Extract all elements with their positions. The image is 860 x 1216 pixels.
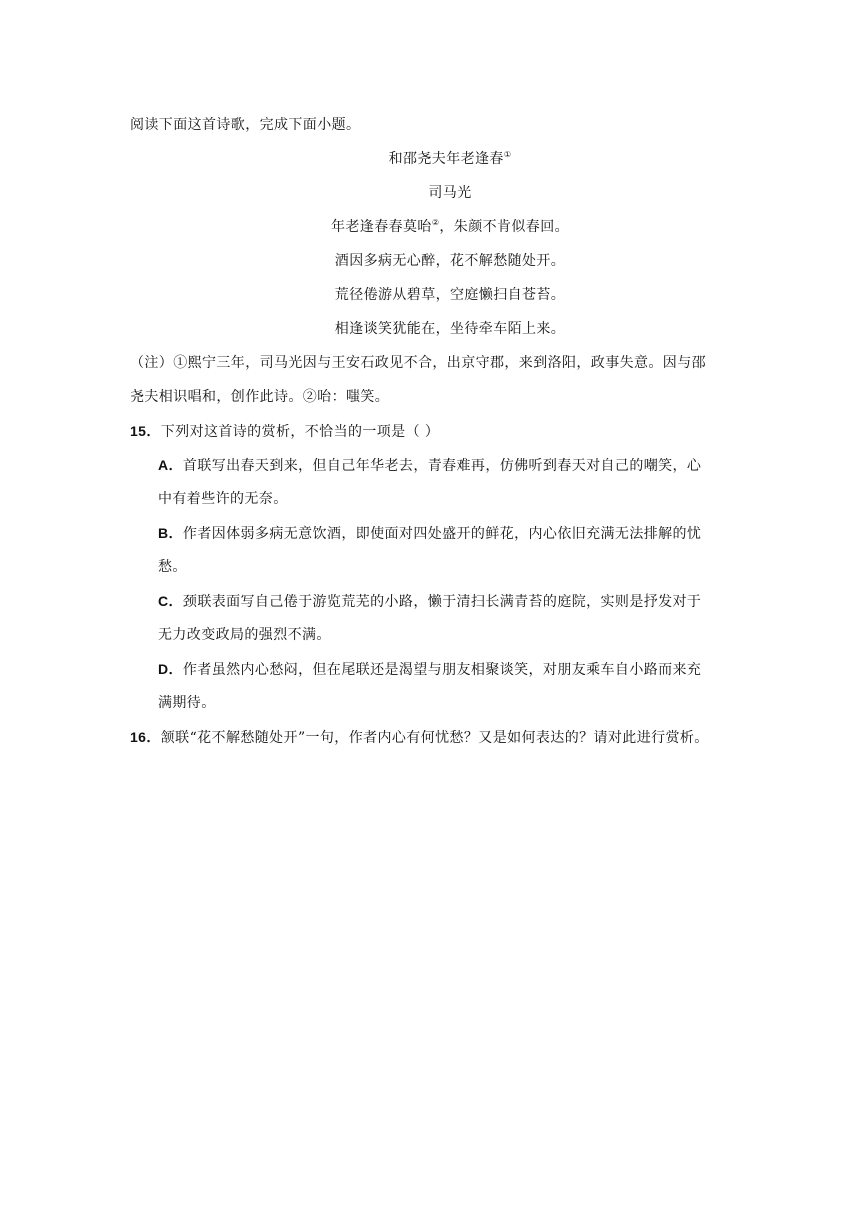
poem-line-2: 酒因多病无心醉，花不解愁随处开。 <box>334 253 566 269</box>
reading-instruction: 阅读下面这首诗歌，完成下面小题。 <box>130 117 361 133</box>
option-c-label: C． <box>158 593 183 609</box>
option-a-label: A． <box>158 457 183 473</box>
question-16-stem: 颔联“花不解愁随处开”一句，作者内心有何忧愁？又是如何表达的？请对此进行赏析。 <box>160 730 709 746</box>
question-15 <box>130 414 730 448</box>
question-15-number: 15． <box>130 423 161 439</box>
question-16-number: 16． <box>130 729 161 745</box>
option-c-line-1 <box>130 584 730 618</box>
poem-line-4: 相逢谈笑犹能在，坐待牵车陌上来。 <box>334 321 566 337</box>
option-d-text: 作者虽然内心愁闷，但在尾联还是渴望与朋友相聚谈笑，对朋友乘车自小路而来充 <box>182 662 702 678</box>
option-b-label: B． <box>158 525 183 541</box>
option-d-line-2: 满期待。 <box>158 695 216 711</box>
poem-author: 司马光 <box>428 185 472 201</box>
poem-line-1-before: 年老逢春春莫咍 <box>331 219 432 235</box>
poem-title-note-mark: ① <box>503 150 512 159</box>
option-b-line-2: 愁。 <box>158 559 187 575</box>
document-content <box>130 108 730 754</box>
option-d-line-1 <box>130 652 730 686</box>
option-c-text: 颈联表面写自己倦于游览荒芜的小路，懒于清扫长满青苔的庭院，实则是抒发对于 <box>182 594 702 610</box>
option-a-line-2: 中有着些许的无奈。 <box>158 491 288 507</box>
option-b-text: 作者因体弱多病无意饮酒，即使面对四处盛开的鲜花，内心依旧充满无法排解的忧 <box>182 526 702 542</box>
poem-notes-line-2: 尧夫相识唱和，创作此诗。②咍：嗤笑。 <box>130 389 390 405</box>
question-15-stem: 下列对这首诗的赏析，不恰当的一项是（ ） <box>160 424 440 440</box>
poem-line-1-after: ，朱颜不肯似春回。 <box>439 219 569 235</box>
option-d-label: D． <box>158 661 183 677</box>
poem-line-1 <box>130 210 730 244</box>
question-16 <box>130 720 730 754</box>
option-c-line-2: 无力改变政局的强烈不满。 <box>158 627 331 643</box>
poem-notes-line-1: （注）①熙宁三年，司马光因与王安石政见不合，出京守郡，来到洛阳，政事失意。因与邵 <box>130 355 706 371</box>
option-b-line-1 <box>130 516 730 550</box>
option-a-text: 首联写出春天到来，但自己年华老去，青春难再，仿佛听到春天对自己的嘲笑，心 <box>182 458 702 474</box>
poem-title-text: 和邵尧夫年老逢春 <box>388 151 504 167</box>
poem-line-3: 荒径倦游从碧草，空庭懒扫自苍苔。 <box>334 287 566 303</box>
poem-line-1-note-mark: ② <box>431 218 440 227</box>
option-a-line-1 <box>130 448 730 482</box>
poem-title <box>130 142 730 176</box>
